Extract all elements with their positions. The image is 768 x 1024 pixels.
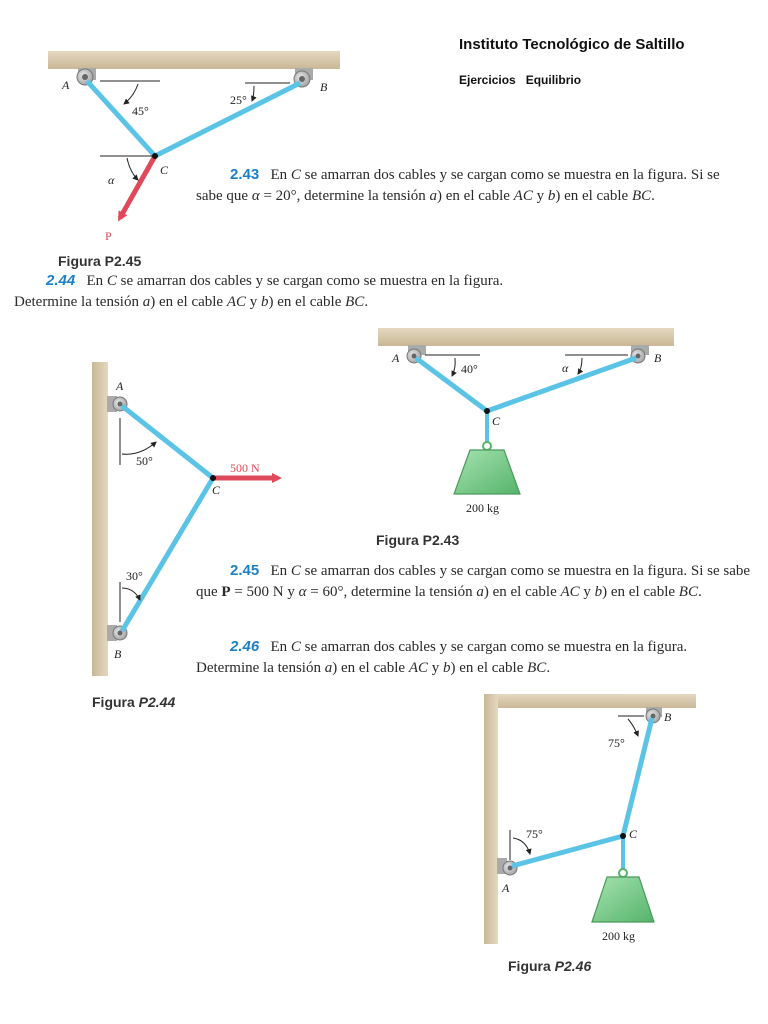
var-a: a xyxy=(476,584,484,600)
problem-243 xyxy=(196,164,739,207)
label-c: C xyxy=(492,414,501,428)
figure-p244 xyxy=(88,360,308,680)
joint-c xyxy=(484,408,490,414)
var-c: C xyxy=(290,563,301,579)
text: En xyxy=(270,639,291,655)
var-p: P xyxy=(221,584,231,600)
problem-245 xyxy=(196,560,751,603)
text: ) en el cable xyxy=(150,294,227,310)
var-bc: BC xyxy=(631,188,652,204)
figure-p245 xyxy=(40,46,350,246)
cable-bc xyxy=(155,83,300,156)
var-b: b xyxy=(547,188,556,204)
angle-arc-b xyxy=(628,719,638,736)
joint-c xyxy=(152,153,158,159)
label-b: B xyxy=(654,351,662,365)
mass-label: 200 kg xyxy=(466,501,499,515)
var-bc: BC xyxy=(527,660,547,676)
var-ac: AC xyxy=(408,660,429,676)
var-bc: BC xyxy=(345,294,365,310)
text: ) en el cable xyxy=(483,584,561,600)
label-c: C xyxy=(212,483,221,497)
label-b: B xyxy=(320,80,328,94)
cable-ac xyxy=(87,81,155,156)
problem-number: 2.44 xyxy=(46,272,76,289)
label-c: C xyxy=(160,163,169,177)
text: ) en el cable xyxy=(602,584,679,600)
wall xyxy=(484,694,498,944)
text: se amarran dos cables y se cargan como se muestra en la figura. Determine la tensión xyxy=(196,639,688,676)
angle-arc-alpha xyxy=(127,158,138,180)
text: se amarran dos cables y se cargan como se muestra en la figura. Si se sabe que xyxy=(196,563,751,600)
problem-244 xyxy=(14,270,569,313)
text: y xyxy=(428,660,444,676)
angle-75-a: 75° xyxy=(526,827,543,841)
var-b: b xyxy=(261,294,269,310)
pulley-b-icon xyxy=(646,707,662,723)
text: . xyxy=(651,188,655,204)
mass-label: 200 kg xyxy=(602,929,635,943)
caption-p245: Figura P2.45 xyxy=(58,253,142,269)
angle-50: 50° xyxy=(136,454,153,468)
text: y xyxy=(246,294,262,310)
var-ac: AC xyxy=(513,188,533,204)
var-a: a xyxy=(142,294,151,310)
wall xyxy=(92,362,108,676)
force-p-arrow xyxy=(120,156,155,218)
text: y xyxy=(532,188,548,204)
text: ) en el cable xyxy=(332,660,409,676)
angle-30: 30° xyxy=(126,569,143,583)
var-alpha: α xyxy=(251,188,260,204)
var-b: b xyxy=(594,584,603,600)
var-a: a xyxy=(429,188,438,204)
text: En xyxy=(86,273,107,289)
ceiling-beam xyxy=(378,328,674,346)
text: . xyxy=(697,584,702,600)
problem-number: 2.43 xyxy=(230,166,260,183)
text: ) en el cable xyxy=(555,188,632,204)
figure-p246 xyxy=(480,690,700,950)
text: ) en el cable xyxy=(450,660,528,676)
weight-block-icon xyxy=(592,869,654,922)
joint-c xyxy=(210,475,216,481)
angle-arc-a xyxy=(124,84,138,104)
angle-45: 45° xyxy=(132,104,149,118)
angle-arc-a xyxy=(452,358,455,376)
var-alpha: α xyxy=(298,584,307,600)
text: = 60°, determine la tensión xyxy=(306,584,477,600)
angle-alpha: α xyxy=(562,361,569,375)
text: . xyxy=(546,660,551,676)
caption-number: P2.44 xyxy=(138,694,176,710)
label-b: B xyxy=(664,710,672,724)
label-b: B xyxy=(114,647,122,661)
problem-number: 2.45 xyxy=(230,562,260,579)
institution-title: Instituto Tecnológico de Saltillo xyxy=(459,36,685,53)
var-b: b xyxy=(443,660,451,676)
var-c: C xyxy=(290,167,301,183)
label-a: A xyxy=(502,881,510,895)
problem-number: 2.46 xyxy=(230,638,260,655)
angle-75-b: 75° xyxy=(608,736,625,750)
label-a: A xyxy=(62,78,70,92)
caption-prefix: Figura xyxy=(508,958,555,974)
ceiling-beam xyxy=(484,694,696,708)
text: En xyxy=(270,167,291,183)
text: ) en el cable xyxy=(437,188,514,204)
text: ) en el cable xyxy=(268,294,346,310)
caption-prefix: Figura xyxy=(92,694,139,710)
label-a: A xyxy=(392,351,400,365)
angle-alpha: α xyxy=(108,173,115,187)
var-a: a xyxy=(324,660,333,676)
var-ac: AC xyxy=(226,294,247,310)
text: = 500 N y xyxy=(230,584,299,600)
label-a: A xyxy=(116,379,124,393)
text: . xyxy=(364,294,369,310)
ceiling-beam xyxy=(48,51,340,69)
var-c: C xyxy=(290,639,301,655)
text: se amarran dos cables y se cargan como se muestra en la figura. Determine la tensión xyxy=(14,273,504,310)
angle-arc-b xyxy=(122,588,140,600)
caption-p243: Figura P2.43 xyxy=(376,532,460,548)
joint-c xyxy=(620,833,626,839)
figure-p243 xyxy=(370,322,680,522)
caption-p246 xyxy=(508,958,591,974)
angle-40: 40° xyxy=(461,362,478,376)
text: En xyxy=(270,563,291,579)
problem-246 xyxy=(196,636,751,679)
cable-bc xyxy=(122,478,213,631)
text: y xyxy=(579,584,595,600)
angle-arc-a xyxy=(122,442,156,454)
caption-number: P2.46 xyxy=(554,958,592,974)
caption-p244 xyxy=(92,694,175,710)
label-c: C xyxy=(629,827,638,841)
var-c: C xyxy=(106,273,117,289)
angle-arc-b xyxy=(252,86,254,101)
var-bc: BC xyxy=(678,584,698,600)
weight-block-icon xyxy=(454,442,520,494)
force-label: 500 N xyxy=(230,461,260,475)
text: = 20°, determine la tensión xyxy=(259,188,430,204)
text: se amarran dos cables y se cargan como se muestra en la figura. Si se sabe que xyxy=(196,167,720,204)
subtitle: Ejercicios Equilibrio xyxy=(459,73,582,87)
label-p: P xyxy=(105,229,112,243)
var-ac: AC xyxy=(560,584,580,600)
angle-25: 25° xyxy=(230,93,247,107)
angle-arc-alpha xyxy=(578,358,582,374)
